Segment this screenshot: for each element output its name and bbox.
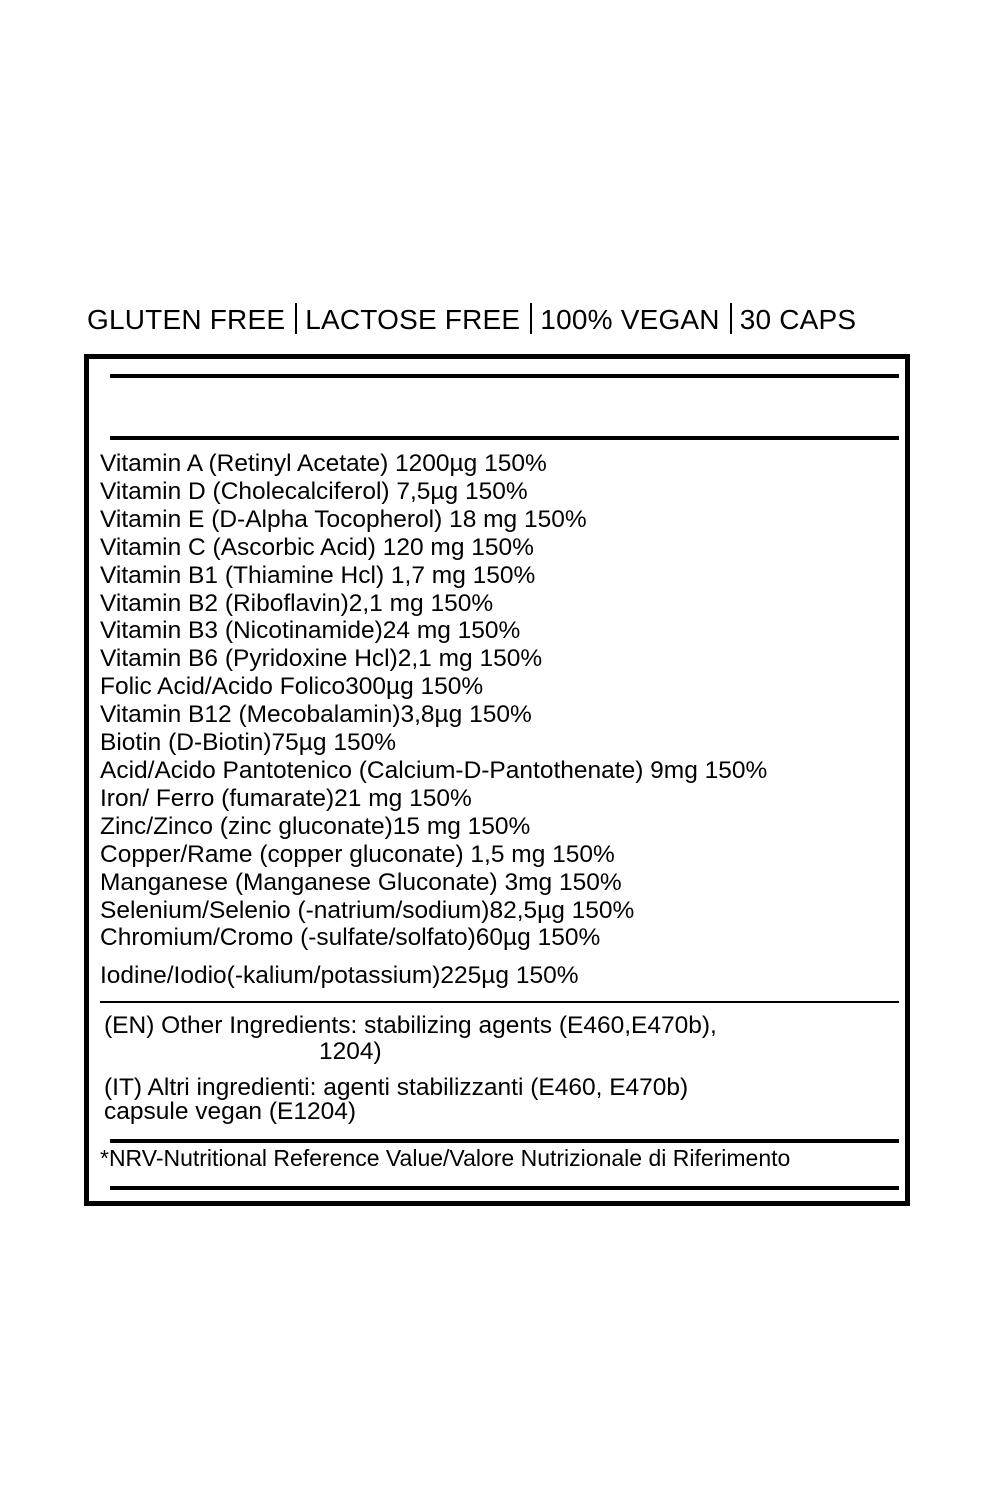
- lactose-free-claim: LACTOSE FREE: [305, 304, 521, 335]
- nutrient-row: Vitamin D (Cholecalciferol) 7,5µg 150%: [100, 477, 528, 505]
- nutrient-row: Acid/Acido Pantotenico (Calcium-D-Pantothenate) 9mg 150%: [100, 756, 768, 784]
- nutrient-row: Vitamin B6 (Pyridoxine Hcl)2,1 mg 150%: [100, 645, 543, 673]
- capsule-count-claim: 30 CAPS: [739, 304, 857, 335]
- nrv-footnote: *NRV-Nutritional Reference Value/Valore Nutrizionale di Riferimento: [100, 1145, 791, 1171]
- nutrient-row: Copper/Rame (copper gluconate) 1,5 mg 150%: [100, 840, 615, 868]
- claim-divider: [530, 303, 532, 334]
- nutrient-row: Vitamin B1 (Thiamine Hcl) 1,7 mg 150%: [100, 561, 536, 589]
- nutrient-row: Vitamin E (D-Alpha Tocopherol) 18 mg 150%: [100, 505, 587, 533]
- bottom-rule: [110, 1186, 899, 1190]
- footnote-rule-top: [110, 1139, 899, 1143]
- vegan-claim: 100% VEGAN: [540, 304, 720, 335]
- top-rule: [110, 374, 899, 378]
- claim-divider: [295, 303, 297, 334]
- nutrient-row: Zinc/Zinco (zinc gluconate)15 mg 150%: [100, 812, 531, 840]
- nutrient-row: Vitamin C (Ascorbic Acid) 120 mg 150%: [100, 533, 534, 561]
- claim-divider: [730, 303, 732, 334]
- iodine-row: Iodine/Iodio(-kalium/potassium)225µg 150%: [100, 962, 579, 989]
- other-ingredients-en-line1: (EN) Other Ingredients: stabilizing agents (E460,E470b),: [104, 1012, 717, 1039]
- ingredients-rule: [100, 1001, 899, 1003]
- nutrient-row: Folic Acid/Acido Folico300µg 150%: [100, 673, 484, 701]
- supplement-facts-panel: [84, 354, 910, 1206]
- nutrient-row: Chromium/Cromo (-sulfate/solfato)60µg 150%: [100, 924, 601, 952]
- nutrient-row: Vitamin B3 (Nicotinamide)24 mg 150%: [100, 617, 521, 645]
- header-rule: [110, 436, 899, 440]
- nutrient-row: Iron/ Ferro (fumarate)21 mg 150%: [100, 784, 472, 812]
- other-ingredients-en-line2: 1204): [319, 1038, 382, 1065]
- nutrient-row: Vitamin B2 (Riboflavin)2,1 mg 150%: [100, 589, 494, 617]
- gluten-free-claim: GLUTEN FREE: [87, 304, 286, 335]
- other-ingredients-it-line1: (IT) Altri ingredienti: agenti stabilizzanti (E460, E470b): [104, 1074, 689, 1101]
- nutrient-row: Vitamin A (Retinyl Acetate) 1200µg 150%: [100, 450, 547, 477]
- nutrient-row: Manganese (Manganese Gluconate) 3mg 150%: [100, 868, 622, 896]
- nutrient-list: [100, 450, 767, 952]
- other-ingredients-it-line2: capsule vegan (E1204): [104, 1098, 356, 1125]
- nutrient-row: Biotin (D-Biotin)75µg 150%: [100, 729, 397, 757]
- nutrient-row: Vitamin B12 (Mecobalamin)3,8µg 150%: [100, 701, 532, 729]
- nutrient-row: Selenium/Selenio (-natrium/sodium)82,5µg 150%: [100, 896, 635, 924]
- product-claims-bar: [87, 300, 927, 340]
